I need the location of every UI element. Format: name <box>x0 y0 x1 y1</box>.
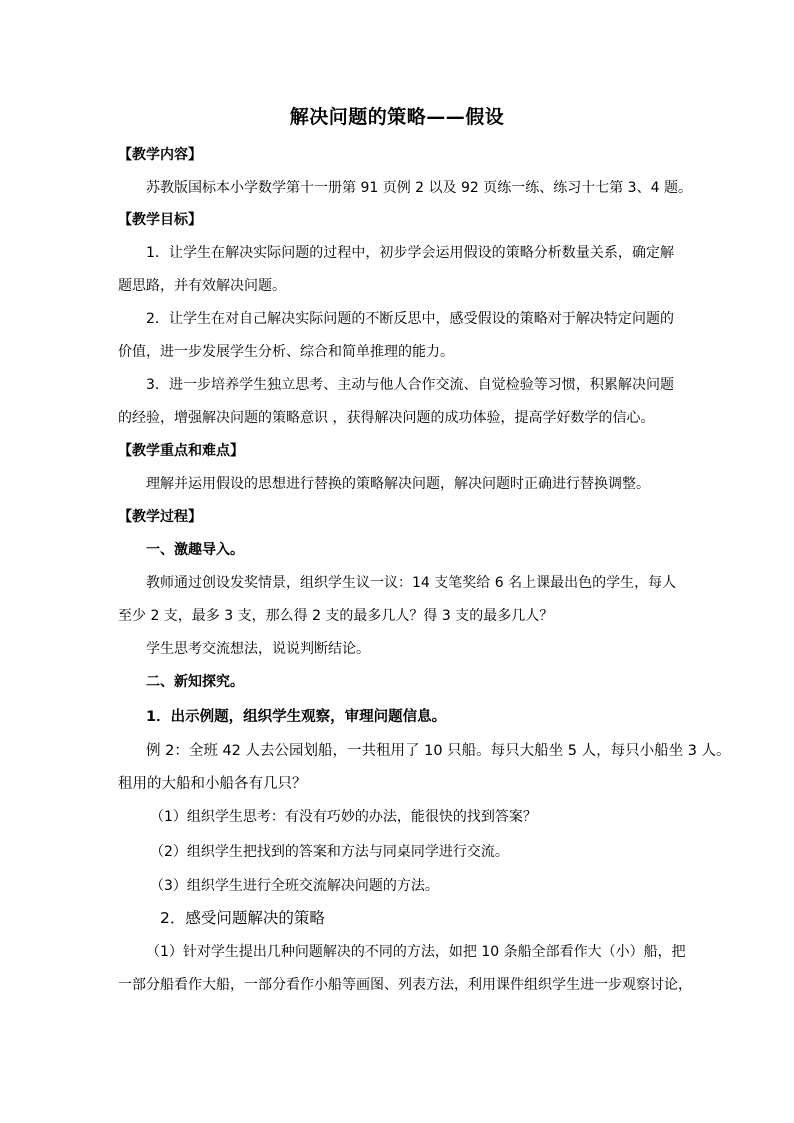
paragraph-1-line-1: （1）针对学生提出几种问题解决的不同的方法，如把 10 条船全部看作大（小）船，把 <box>146 944 686 960</box>
heading-teaching-content: 【教学内容】 <box>118 147 202 163</box>
goal-2-line-2: 价值，进一步发展学生分析、综合和简单推理的能力。 <box>118 344 454 360</box>
heading-key-points: 【教学重点和难点】 <box>118 443 244 459</box>
step-1-text-line-1: 教师通过创设发奖情景，组织学生议一议：14 支笔奖给 6 名上课最出色的学生，每人 <box>146 575 677 591</box>
step-1-title: 一、激趣导入。 <box>146 542 244 558</box>
question-2: （2）组织学生把找到的答案和方法与同桌同学进行交流。 <box>150 844 509 860</box>
example-line-2: 租用的大船和小船各有几只？ <box>118 776 307 792</box>
heading-teaching-goals: 【教学目标】 <box>118 212 202 228</box>
paragraph-teaching-content: 苏教版国标本小学数学第十一册第 91 页例 2 以及 92 页练一练、练习十七第 3、4 题。 <box>146 180 692 196</box>
paragraph-key-points: 理解并运用假设的思想进行替换的策略解决问题，解决问题时正确进行替换调整。 <box>146 476 650 492</box>
goal-3-line-1: 3．进一步培养学生独立思考、主动与他人合作交流、自觉检验等习惯，积累解决问题 <box>146 377 674 393</box>
example-line-1: 例 2：全班 42 人去公园划船，一共租用了 10 只船。每只大船坐 5 人，每只小船坐 3 人。 <box>146 743 731 759</box>
step-2-item-2: 2．感受问题解决的策略 <box>160 909 325 927</box>
step-1-text-line-2: 至少 2 支，最多 3 支，那么得 2 支的最多几人？得 3 支的最多几人？ <box>118 608 554 624</box>
document-title: 解决问题的策略——假设 <box>289 106 505 128</box>
step-2-title: 二、新知探究。 <box>146 674 244 690</box>
goal-3-line-2: 的经验，增强解决问题的策略意识 ，获得解决问题的成功体验，提高学好数学的信心。 <box>118 410 655 426</box>
question-1: （1）组织学生思考：有没有巧妙的办法，能很快的找到答案？ <box>150 809 537 825</box>
heading-teaching-process: 【教学过程】 <box>118 509 202 525</box>
goal-1-line-1: 1．让学生在解决实际问题的过程中，初步学会运用假设的策略分析数量关系，确定解 <box>146 245 674 261</box>
step-1-text-line-3: 学生思考交流想法，说说判断结论。 <box>146 641 370 657</box>
paragraph-1-line-2: 一部分船看作大船，一部分看作小船等画图、列表方法，利用课件组织学生进一步观察讨论， <box>118 977 692 993</box>
question-3: （3）组织学生进行全班交流解决问题的方法。 <box>150 878 439 894</box>
goal-2-line-1: 2．让学生在对自己解决实际问题的不断反思中，感受假设的策略对于解决特定问题的 <box>146 311 674 327</box>
step-2-item-1: 1．出示例题，组织学生观察，审理问题信息。 <box>146 709 447 725</box>
goal-1-line-2: 题思路，并有效解决问题。 <box>118 278 286 294</box>
